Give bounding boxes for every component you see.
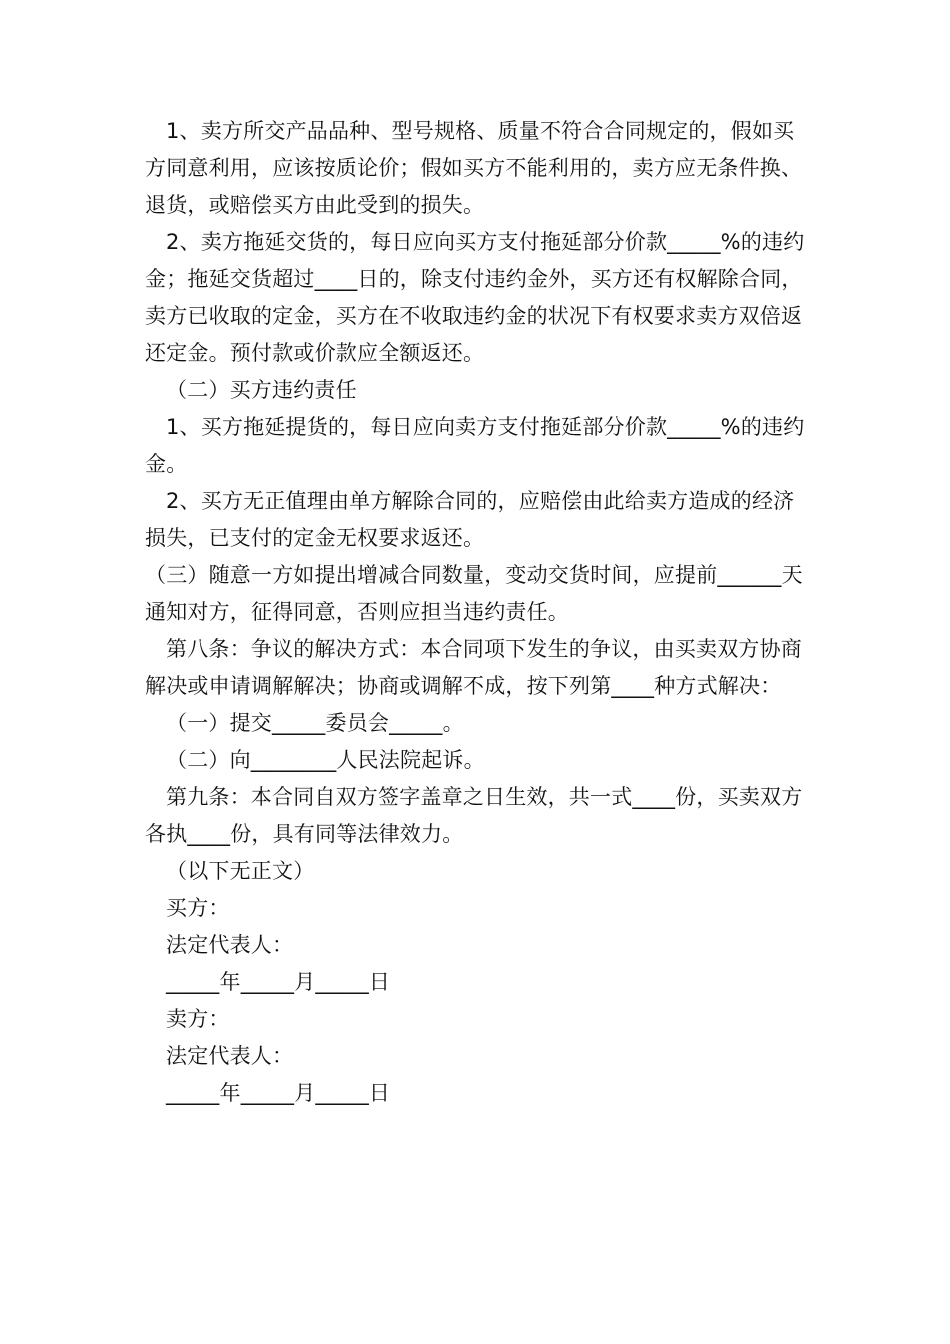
clause-buyer-delay: 1、买方拖延提货的，每日应向卖方支付拖延部分价款_____%的违约金。 — [145, 415, 805, 476]
article-nine-effect: 第九条：本合同自双方签字盖章之日生效，共一式____份，买卖双方各执____份，具有同等法律效力。 — [145, 785, 803, 846]
clause-seller-delay: 2、卖方拖延交货的，每日应向买方支付拖延部分价款_____%的违约金；拖延交货超过____日的，除支付违约金外，买方还有权解除合同，卖方已收取的定金，买方在不收取违约金的状况下有权要求卖方双倍返还定金。预付款或价款应全额返还。 — [145, 230, 805, 365]
dispute-option-court: （二）向________人民法院起诉。 — [166, 748, 485, 772]
section-change-notice: （三）随意一方如提出增减合同数量，变动交货时间，应提前______天通知对方，征得同意，否则应担当违约责任。 — [145, 563, 803, 624]
dispute-option-arbitration: （一）提交_____委员会_____。 — [166, 711, 464, 735]
seller-date-line: _____年_____月_____日 — [166, 1081, 391, 1105]
clause-buyer-termination: 2、买方无正值理由单方解除合同的，应赔偿由此给卖方造成的经济损失，已支付的定金无权要求返还。 — [145, 489, 795, 550]
seller-label: 卖方： — [166, 1007, 230, 1031]
document-body — [145, 113, 810, 1112]
article-eight-dispute: 第八条：争议的解决方式：本合同项下发生的争议，由买卖双方协商解决或申请调解解决；协商或调解不成，按下列第____种方式解决： — [145, 637, 802, 698]
seller-representative-label: 法定代表人： — [166, 1044, 294, 1068]
buyer-representative-label: 法定代表人： — [166, 933, 294, 957]
buyer-date-line: _____年_____月_____日 — [166, 970, 391, 994]
no-further-text: （以下无正文） — [166, 859, 315, 883]
section-buyer-liability: （二）买方违约责任 — [166, 378, 357, 402]
clause-seller-quality: 1、卖方所交产品品种、型号规格、质量不符合合同规定的，假如买方同意利用，应该按质论价；假如买方不能利用的，卖方应无条件换、退货，或赔偿买方由此受到的损失。 — [145, 119, 803, 217]
buyer-label: 买方： — [166, 896, 230, 920]
